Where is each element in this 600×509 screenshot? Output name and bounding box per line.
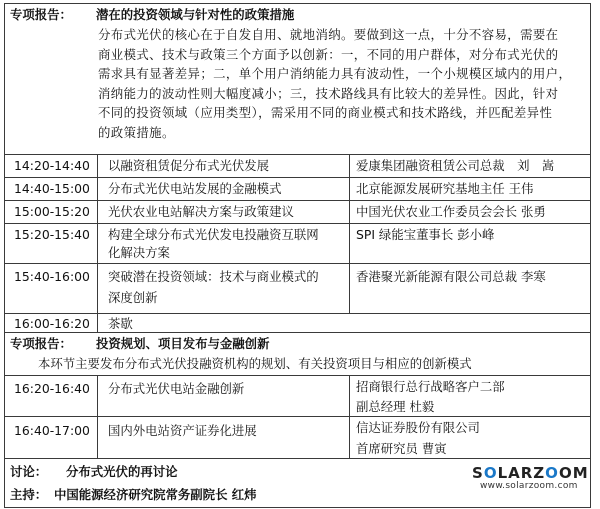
solarzoom-logo: SOLARZOOM	[472, 464, 589, 482]
description-line: 分布式光伏的核心在于自发自用、就地消纳。要做到这一点，十分不容易，需要在	[98, 27, 559, 42]
topic-cell: 突破潜在投资领域：技术与商业模式的	[108, 269, 319, 284]
section1-label: 专项报告：	[10, 7, 72, 22]
topic-cell: 化解决方案	[108, 245, 170, 260]
topic-cell: 深度创新	[108, 290, 158, 305]
description-line: 的政策措施。	[98, 124, 175, 140]
topic-cell: 以融资租赁促分布式光伏发展	[108, 158, 270, 173]
host-label: 主持：	[10, 487, 48, 502]
section2-title: 投资规划、项目发布与金融创新	[96, 336, 270, 351]
speaker-cell: SPI 绿能宝董事长 彭小峰	[356, 227, 495, 242]
host-text: 中国能源经济研究院常务副院长 红炜	[54, 487, 257, 502]
discussion-label: 讨论：	[10, 464, 48, 479]
description-line: 需求具有显著差异；二，单个用户消纳能力具有波动性，一个小规模区域内的用户，	[98, 66, 572, 81]
time-cell: 14:20-14:40	[14, 158, 90, 173]
speaker-cell: 香港聚光新能源有限公司总裁 李寒	[356, 269, 546, 284]
speaker-cell: 爱康集团融资租赁公司总裁 刘 嵩	[356, 158, 555, 173]
speaker-cell: 信达证券股份有限公司	[356, 420, 480, 435]
description-line: 不同的投资领域（应用类型），需采用不同的商业模式和技术路线，并匹配差异性	[98, 105, 553, 120]
speaker-cell: 招商银行总行战略客户二部	[356, 379, 505, 394]
description-line: 消纳能力的波动性则大幅度减小；三，技术路线具有比较大的差异性。因此，针对	[98, 85, 559, 101]
speaker-cell: 北京能源发展研究基地主任 王伟	[356, 181, 534, 196]
speaker-cell: 中国光伏农业工作委员会会长 张勇	[356, 204, 546, 219]
topic-cell: 构建全球分布式光伏发电投融资互联网	[108, 227, 319, 242]
topic-cell: 光伏农业电站解决方案与政策建议	[108, 204, 294, 219]
section1-title: 潜在的投资领域与针对性的政策措施	[96, 7, 295, 22]
agenda-document	[4, 3, 594, 508]
section2-label: 专项报告：	[10, 336, 72, 351]
topic-cell: 国内外电站资产证券化进展	[108, 423, 257, 438]
time-cell: 16:00-16:20	[14, 316, 90, 331]
time-cell: 16:20-16:40	[14, 381, 90, 396]
description-line: 商业模式、技术与政策三个方面予以创新：一，不同的用户群体，对分布式光伏的	[98, 46, 559, 62]
time-cell: 15:20-15:40	[14, 227, 90, 242]
topic-cell: 茶歇	[108, 316, 133, 331]
solarzoom-watermark	[472, 464, 590, 492]
topic-cell: 分布式光伏电站发展的金融模式	[108, 181, 282, 196]
speaker-cell: 副总经理 杜毅	[356, 399, 435, 414]
time-cell: 16:40-17:00	[14, 423, 90, 438]
topic-cell: 分布式光伏电站金融创新	[108, 381, 245, 396]
discussion-title: 分布式光伏的再讨论	[66, 464, 178, 479]
time-cell: 15:00-15:20	[14, 204, 90, 219]
section2-description: 本环节主要发布分布式光伏投融资机构的规划、有关投资项目与相应的创新模式	[38, 356, 472, 371]
speaker-cell: 首席研究员 曹寅	[356, 441, 447, 456]
watermark-url: www.solarzoom.com	[480, 481, 578, 491]
time-cell: 14:40-15:00	[14, 181, 90, 196]
time-cell: 15:40-16:00	[14, 269, 90, 284]
